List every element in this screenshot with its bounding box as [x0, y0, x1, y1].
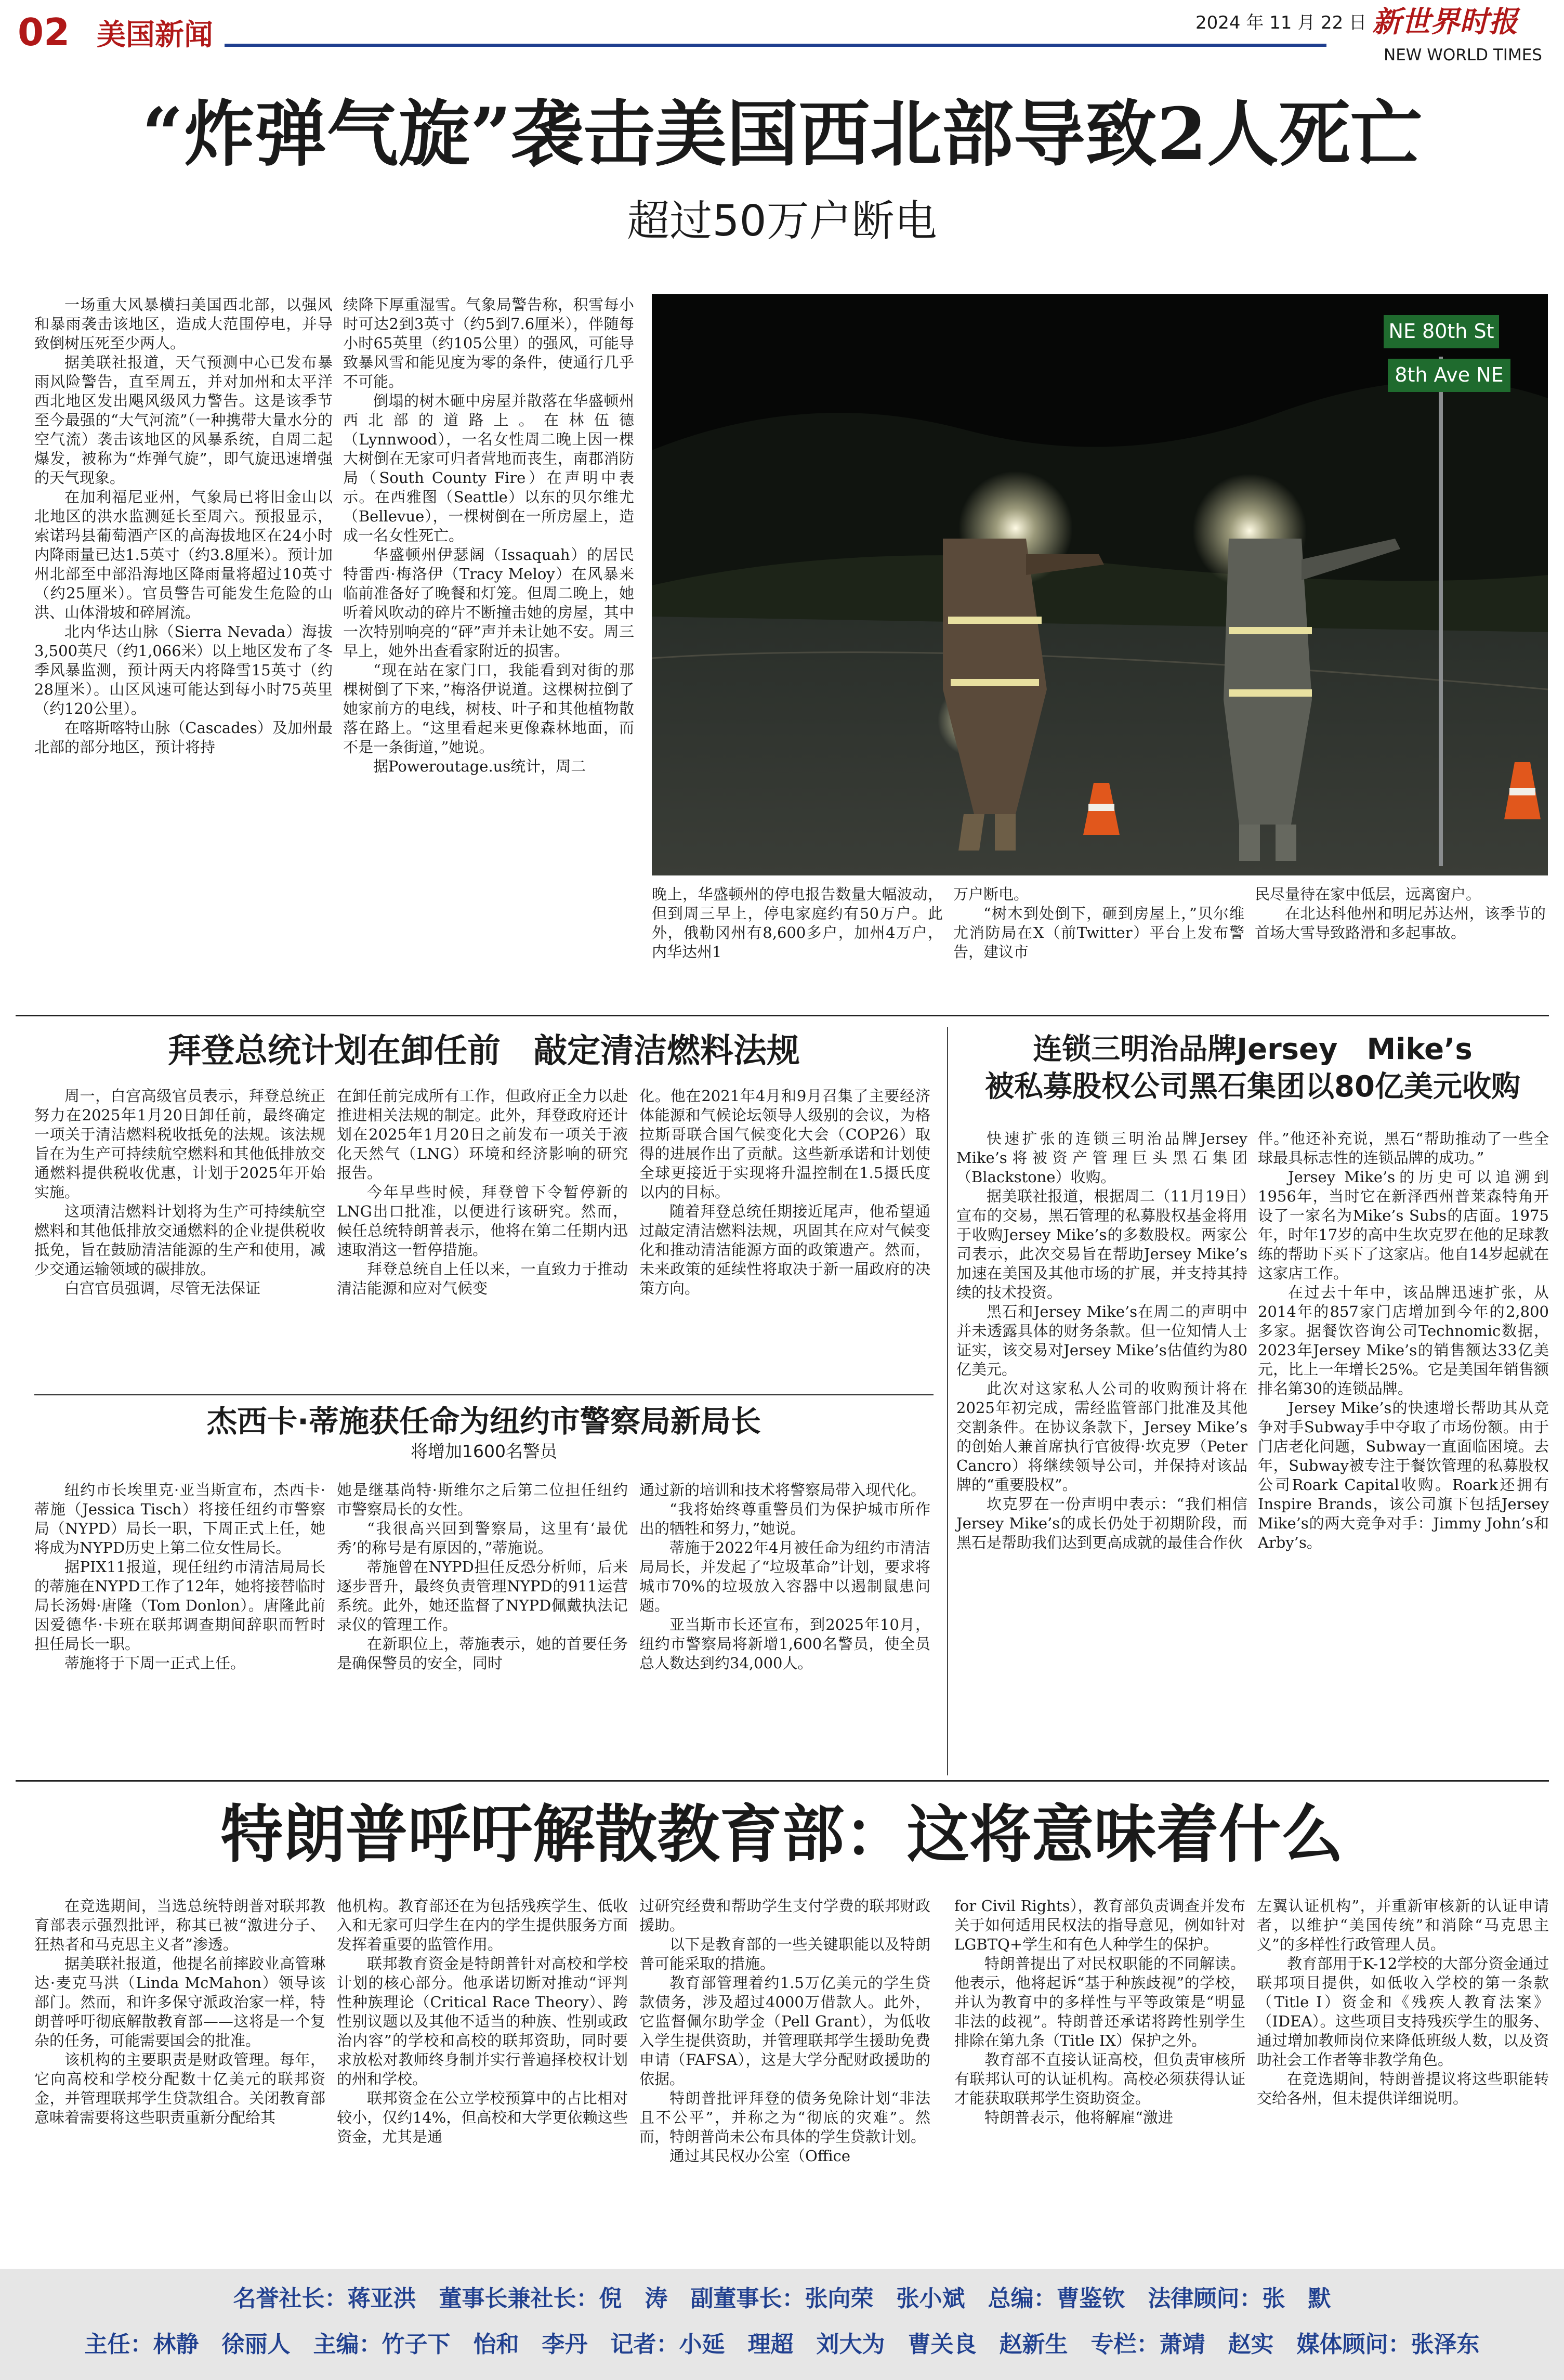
paragraph: 在加利福尼亚州，气象局已将旧金山以北地区的洪水监测延长至周六。预报显示，索诺玛县葡萄酒产区的高海拔地区在24小时内降雨量已达1.5英寸（约3.8厘米）。预计加州北部至中部沿海地区降雨量将超过10英寸（约25厘米）。官员警告可能发生危险的山洪、山体滑坡和碎屑流。 [34, 488, 333, 621]
tisch-column-1 [34, 1481, 325, 1673]
paragraph: 据美联社报道，根据周二（11月19日）宣布的交易，黑石管理的私募股权基金将用于收购Jersey Mike’s的多数股权。两家公司表示，此次交易旨在帮助Jersey Mike’s加速在美国及其他市场的扩展，并支持其持续的技术投资。 [956, 1187, 1247, 1301]
newspaper-logo: 新世界时报 [1372, 5, 1518, 39]
section-name: 美国新闻 [97, 18, 213, 52]
trump-column-2 [337, 1897, 628, 2147]
paragraph: 随着拜登总统任期接近尾声，他希望通过敲定清洁燃料法规，巩固其在应对气候变化和推动清洁能源方面的政策遗产。然而，未来政策的延续性将取决于新一届政府的决策方向。 [639, 1202, 930, 1297]
column-divider [947, 1027, 948, 1775]
paragraph: 特朗普提出了对民权职能的不同解读。他表示，他将起诉“基于种族歧视”的学校，并认为教育中的多样性与平等政策是“明显非法的歧视”。特朗普还承诺将跨性别学生排除在第九条（Title IX）保护之外。 [954, 1955, 1245, 2049]
paragraph: 在喀斯喀特山脉（Cascades）及加州最北部的部分地区，预计将持 [34, 719, 333, 756]
paragraph: 她是继基尚特·斯维尔之后第二位担任纽约市警察局长的女性。 [337, 1481, 628, 1518]
paragraph: 在新职位上，蒂施表示，她的首要任务是确保警员的安全，同时 [337, 1635, 628, 1672]
paragraph: 晚上，华盛顿州的停电报告数量大幅波动，但到周三早上，停电家庭约有50万户。此外，俄勒冈州有8,600多户，加州4万户，内华达州1 [652, 885, 943, 961]
masthead-footer [0, 2269, 1564, 2380]
jersey-headline-line2: 被私募股权公司黑石集团以80亿美元收购 [985, 1070, 1520, 1104]
paragraph: 在卸任前完成所有工作，但政府正全力以赴推进相关法规的制定。此外，拜登政府还计划在2025年1月20日之前发布一项关于液化天然气（LNG）环境和经济影响的研究报告。 [337, 1087, 628, 1182]
lead-column-4 [953, 885, 1244, 962]
paragraph: 在北达科他州和明尼苏达州，该季节的首场大雪导致路滑和多起事故。 [1255, 905, 1546, 941]
paragraph: 续降下厚重湿雪。气象局警告称，积雪每小时可达2到3英寸（约5到7.6厘米），伴随每小时65英里（约105公里）的强风，可能导致暴风雪和能见度为零的条件，使通行几乎不可能。 [343, 296, 634, 390]
biden-column-3 [639, 1087, 930, 1298]
paragraph: 联邦教育资金是特朗普针对高校和学校计划的核心部分。他承诺切断对推动“评判性种族理论（Critical Race Theory）、跨性别议题以及其他不适当的种族、性别或政治内容”的学校和高校的联邦资助，同时要求放松对教师终身制并实行普遍择校权计划的州和学校。 [337, 1955, 628, 2088]
paragraph: 在竞选期间，当选总统特朗普对联邦教育部表示强烈批评，称其已被“激进分子、狂热者和马克思主义者”渗透。 [34, 1897, 325, 1953]
section-divider [16, 1780, 1549, 1782]
paragraph: 一场重大风暴横扫美国西北部，以强风和暴雨袭击该地区，造成大范围停电，并导致倒树压死至少两人。 [34, 296, 333, 352]
paragraph: Jersey Mike’s的快速增长帮助其从竞争对手Subway手中夺取了市场份额。由于门店老化问题，Subway一直面临困境。去年，Subway被专注于餐饮管理的私募股权公司Roark Capital收购。Roark还拥有Inspire Brands，该公司旗下包括Jersey Mike’s的两大竞争对手：Jimmy John’s和Arby’s。 [1258, 1399, 1549, 1551]
paragraph: “我很高兴回到警察局，这里有‘最优秀’的称号是有原因的，”蒂施说。 [337, 1520, 628, 1557]
paragraph: 拜登总统自上任以来，一直致力于推动清洁能源和应对气候变 [337, 1260, 628, 1297]
lead-column-5 [1255, 885, 1546, 943]
paragraph: 倒塌的树木砸中房屋并散落在华盛顿州西北部的道路上。在林伍德（Lynnwood），一名女性周二晚上因一棵大树倒在无家可归者营地而丧生，南郡消防局（South County Fire）在声明中表示。在西雅图（Seattle）以东的贝尔维尤（Bellevue），一棵树倒在一所房屋上，造成一名女性死亡。 [343, 392, 634, 544]
paragraph: 黑石和Jersey Mike’s在周二的声明中并未透露具体的财务条款。但一位知情人士证实，该交易对Jersey Mike’s估值约为80亿美元。 [956, 1303, 1247, 1378]
paragraph: 纽约市长埃里克·亚当斯宣布，杰西卡·蒂施（Jessica Tisch）将接任纽约市警察局（NYPD）局长一职，下周正式上任，她将成为NYPD历史上第二位女性局长。 [34, 1481, 325, 1557]
paragraph: 他机构。教育部还在为包括残疾学生、低收入和无家可归学生在内的学生提供服务方面发挥着重要的监管作用。 [337, 1897, 628, 1953]
paragraph: 快速扩张的连锁三明治品牌Jersey Mike’s将被资产管理巨头黑石集团（Blackstone）收购。 [956, 1130, 1247, 1186]
footer-line-2: 主任：林静 徐丽人 主编：竹子下 怡和 李丹 记者：小延 理超 刘大为 曹关良 赵新生 专栏：萧靖 赵实 媒体顾问：张泽东 [84, 2331, 1480, 2358]
trump-column-1 [34, 1897, 325, 2127]
street-sign-bottom: 8th Ave NE [1395, 363, 1504, 386]
paragraph: 今年早些时候，拜登曾下令暂停新的LNG出口批准，以便进行该研究。然而，候任总统特朗普表示，他将在第二任期内迅速取消这一暂停措施。 [337, 1183, 628, 1259]
paragraph: 蒂施于2022年4月被任命为纽约市清洁局局长，并发起了“垃圾革命”计划，要求将城市70%的垃圾放入容器中以遏制鼠患问题。 [639, 1539, 930, 1614]
paragraph: 此次对这家私人公司的收购预计将在2025年初完成，需经监管部门批准及其他交割条件。在协议条款下，Jersey Mike’s的创始人兼首席执行官彼得·坎克罗（Peter Cancro）将继续领导公司，并保持对该品牌的“重要股权”。 [956, 1380, 1247, 1494]
paragraph: 该机构的主要职责是财政管理。每年，它向高校和学校分配数十亿美元的联邦资金，并管理联邦学生贷款组合。关闭教育部意味着需要将这些职责重新分配给其 [34, 2051, 325, 2126]
paragraph: Jersey Mike’s的历史可以追溯到1956年，当时它在新泽西州普莱森特角开设了一家名为Mike’s Subs的店面。1975年，时年17岁的高中生坎克罗在他的足球教练的帮助下买下了这家店。他自14岁起就在这家店工作。 [1258, 1168, 1549, 1282]
biden-column-1 [34, 1087, 325, 1298]
paragraph: 教育部用于K-12学校的大部分资金通过联邦项目提供，如低收入学校的第一条款（Title I）资金和《残疾人教育法案》（IDEA）。这些项目支持残疾学生的服务、通过增加教师岗位来降低班级人数，以及资助社会工作者等非教学角色。 [1257, 1955, 1549, 2069]
section-divider [16, 1015, 1549, 1016]
page-number: 02 [18, 10, 70, 54]
paragraph: 北内华达山脉（Sierra Nevada）海拔3,500英尺（约1,066米）以上地区发布了冬季风暴监测，预计两天内将降雪15英寸（约28厘米）。山区风速可能达到每小时75英里（约120公里）。 [34, 623, 333, 717]
paragraph: 周一，白宫高级官员表示，拜登总统正努力在2025年1月20日卸任前，最终确定一项关于清洁燃料税收抵免的法规。该法规旨在为生产可持续航空燃料和其他低排放交通燃料提供税收优惠，计划于2025年开始实施。 [34, 1087, 325, 1201]
paragraph: 蒂施将于下周一正式上任。 [64, 1654, 246, 1672]
paragraph: 教育部不直接认证高校，但负责审核所有联邦认可的认证机构。高校必须获得认证才能获取联邦学生资助资金。 [954, 2051, 1245, 2107]
lead-column-3 [652, 885, 943, 962]
lead-column-1 [34, 295, 333, 757]
lead-column-2 [343, 295, 634, 776]
paragraph: 特朗普批评拜登的债务免除计划“非法且不公平”，并称之为“彻底的灾难”。然而，特朗普尚未公布具体的学生贷款计划。 [639, 2089, 930, 2146]
paragraph: 万户断电。 [953, 885, 1029, 903]
paragraph: 在竞选期间，特朗普提议将这些职能转交给各州，但未提供详细说明。 [1257, 2070, 1549, 2107]
lead-headline: “炸弹气旋”袭击美国西北部导致2人死亡 [142, 91, 1422, 176]
tisch-headline: 杰西卡·蒂施获任命为纽约市警察局新局长 [206, 1404, 761, 1439]
street-sign-top: NE 80th St [1388, 320, 1494, 343]
paragraph: 据Poweroutage.us统计，周二 [373, 757, 586, 775]
storm-photo [652, 294, 1548, 875]
biden-column-2 [337, 1087, 628, 1298]
tisch-subhead: 将增加1600名警员 [411, 1441, 557, 1461]
paragraph: 据美联社报道，天气预测中心已发布暴雨风险警告，直至周五，并对加州和太平洋西北地区发出飓风级风力警告。这是该季节至今最强的“大气河流”（一种携带大量水分的空气流）袭击该地区的风暴系统，自周二起爆发，被称为“炸弹气旋”，即气旋迅速增强的天气现象。 [34, 354, 333, 487]
paragraph: 据美联社报道，他提名前摔跤业高管琳达·麦克马洪（Linda McMahon）领导该部门。然而，和许多保守派政治家一样，特朗普呼吁彻底解散教育部——这将是一个复杂的任务，可能需要国会的批准。 [34, 1955, 325, 2049]
paragraph: for Civil Rights），教育部负责调查并发布关于如何适用民权法的指导意见，例如针对LGBTQ+学生和有色人种学生的保护。 [954, 1897, 1245, 1953]
paragraph: 白宫官员强调，尽管无法保证 [64, 1279, 261, 1297]
jersey-headline-line1: 连锁三明治品牌Jersey Mike’s [1033, 1032, 1473, 1066]
paragraph: 民尽量待在家中低层，远离窗户。 [1255, 885, 1481, 903]
trump-column-4 [954, 1897, 1245, 2127]
paragraph: 过研究经费和帮助学生支付学费的联邦财政援助。 [639, 1897, 930, 1934]
night-scene [652, 294, 1548, 875]
paragraph: 蒂施曾在NYPD担任反恐分析师，后来逐步晋升，最终负责管理NYPD的911运营系统。此外，她还监督了NYPD佩戴执法记录仪的管理工作。 [337, 1558, 628, 1633]
paragraph: 这项清洁燃料计划将为生产可持续航空燃料和其他低排放交通燃料的企业提供税收抵免，旨在鼓励清洁能源的生产和使用，减少交通运输领域的碳排放。 [34, 1202, 325, 1278]
section-divider [34, 1394, 934, 1395]
newspaper-logo-en: NEW WORLD TIMES [1384, 46, 1542, 64]
paragraph: 特朗普表示，他将解雇“激进 [984, 2109, 1173, 2126]
paragraph: 通过其民权办公室（Office [669, 2147, 851, 2165]
paragraph: 左翼认证机构”，并重新审核新的认证申请者，以维护“美国传统”和消除“马克思主义”的多样性行政管理人员。 [1257, 1897, 1549, 1953]
paragraph: 亚当斯市长还宣布，到2025年10月，纽约市警察局将新增1,600名警员，使全员总人数达到约34,000人。 [639, 1616, 930, 1672]
footer-line-1: 名誉社长：蒋亚洪 董事长兼社长：倪 涛 副董事长：张向荣 张小斌 总编：曹鉴钦 法律顾问：张 默 [233, 2285, 1331, 2312]
issue-date: 2024 年 11 月 22 日 [1195, 12, 1367, 33]
jersey-column-1 [956, 1129, 1247, 1552]
trump-column-5 [1257, 1897, 1549, 2108]
paragraph: 坎克罗在一份声明中表示：“我们相信Jersey Mike’s的成长仍处于初期阶段，而黑石是帮助我们达到更高成就的最佳合作伙 [956, 1495, 1247, 1551]
jersey-column-2 [1258, 1129, 1549, 1552]
paragraph: 在过去十年中，该品牌迅速扩张，从2014年的857家门店增加到今年的2,800多家。据餐饮咨询公司Technomic数据，2023年Jersey Mike’s的销售额达33亿美元，比上一年增长25%。它是美国年销售额排名第30的连锁品牌。 [1258, 1284, 1549, 1397]
paragraph: 据PIX11报道，现任纽约市清洁局局长的蒂施在NYPD工作了12年，她将接替临时局长汤姆·唐隆（Tom Donlon）。唐隆此前因爱德华·卡班在联邦调查期间辞职而暂时担任局长一职。 [34, 1558, 325, 1653]
paragraph: 化。他在2021年4月和9月召集了主要经济体能源和气候论坛领导人级别的会议，为格拉斯哥联合国气候变化大会（COP26）取得的进展作出了贡献。这些新承诺和计划使全球更接近于实现将升温控制在1.5摄氏度以内的目标。 [639, 1087, 930, 1201]
tisch-column-3 [639, 1481, 930, 1673]
biden-headline: 拜登总统计划在卸任前 敲定清洁燃料法规 [168, 1032, 800, 1070]
paragraph: “我将始终尊重警员们为保护城市所作出的牺牲和努力，”她说。 [639, 1500, 930, 1537]
paragraph: 以下是教育部的一些关键职能以及特朗普可能采取的措施。 [639, 1936, 930, 1972]
trump-headline: 特朗普呼吁解散教育部：这将意味着什么 [220, 1799, 1344, 1871]
paragraph: 联邦资金在公立学校预算中的占比相对较小，仅约14%，但高校和大学更依赖这些资金，尤其是通 [337, 2089, 628, 2146]
paragraph: “树木到处倒下，砸到房屋上，”贝尔维尤消防局在X（前Twitter）平台上发布警告，建议市 [953, 905, 1244, 961]
paragraph: 伴。”他还补充说，黑石“帮助推动了一些全球最具标志性的连锁品牌的成功。” [1258, 1130, 1549, 1167]
paragraph: 通过新的培训和技术将警察局带入现代化。 [639, 1481, 926, 1499]
paragraph: “现在站在家门口，我能看到对街的那棵树倒了下来，”梅洛伊说道。这棵树拉倒了她家前方的电线，树枝、叶子和其他植物散落在路上。“这里看起来更像森林地面，而不是一条街道，”她说。 [343, 661, 634, 756]
tisch-column-2 [337, 1481, 628, 1673]
paragraph: 华盛顿州伊瑟阔（Issaquah）的居民特雷西·梅洛伊（Tracy Meloy）在风暴来临前准备好了晚餐和灯笼。但周二晚上，她听着风吹动的碎片不断撞击她的房屋，其中一次特别响亮的“砰”声并未让她不安。周三早上，她外出查看家附近的损害。 [343, 546, 634, 660]
lead-subhead: 超过50万户断电 [627, 197, 937, 246]
trump-column-3 [639, 1897, 930, 2166]
paragraph: 教育部管理着约1.5万亿美元的学生贷款债务，涉及超过4000万借款人。此外，它监督佩尔助学金（Pell Grant），为低收入学生提供资助，并管理联邦学生援助免费申请（FAFSA），这是大学分配财政援助的依据。 [639, 1974, 930, 2088]
header-rule [225, 44, 1326, 47]
